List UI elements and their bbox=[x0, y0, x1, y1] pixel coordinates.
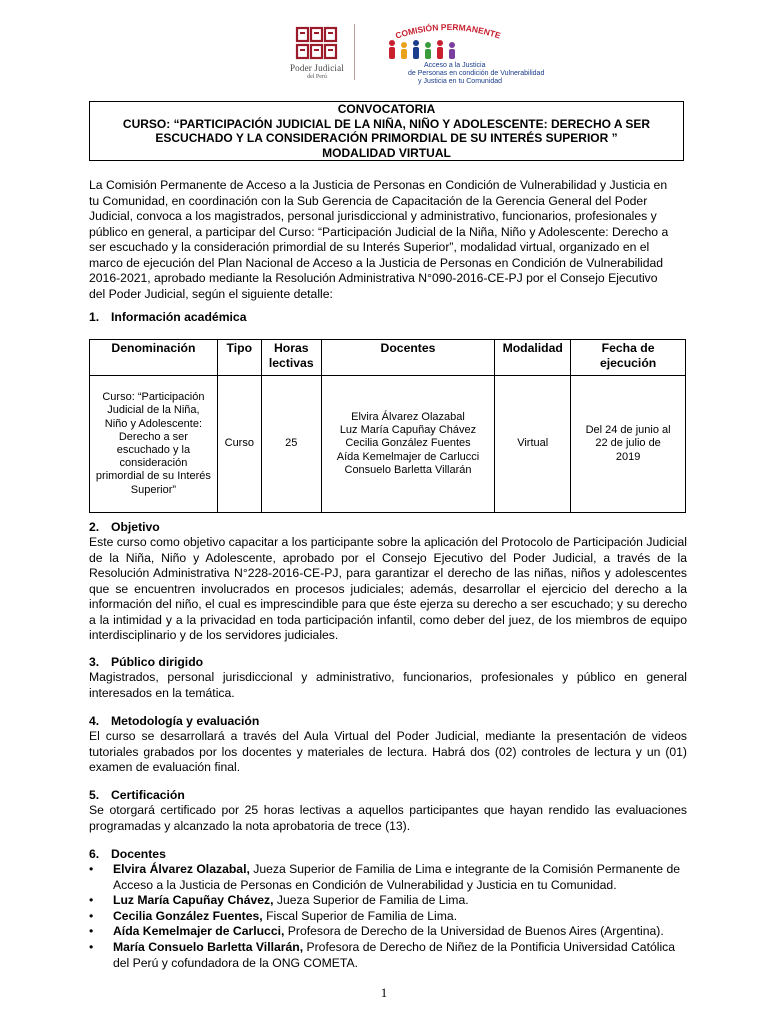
poder-judicial-logo bbox=[284, 26, 350, 80]
header-horas-line-1: Horas bbox=[273, 341, 309, 355]
docente-line: Elvira Álvarez Olazabal bbox=[351, 410, 465, 423]
list-item bbox=[89, 893, 689, 909]
section-4-number: 4. bbox=[89, 714, 100, 728]
title-course-line-1: CURSO: “PARTICIPACIÓN JUDICIAL DE LA NIÑA, NIÑO Y ADOLESCENTE: DERECHO A SER bbox=[122, 116, 651, 131]
docente-line: Luz María Capuñay Chávez bbox=[339, 424, 477, 437]
title-box bbox=[89, 101, 684, 161]
cell-horas: 25 bbox=[261, 376, 321, 513]
docente-name: Elvira Álvarez Olazabal, bbox=[113, 862, 250, 876]
bullet-icon: • bbox=[89, 924, 94, 939]
header-tipo: Tipo bbox=[217, 340, 261, 376]
intro-paragraph bbox=[89, 178, 687, 302]
intro-line: del Poder Judicial, según el siguiente detalle: bbox=[89, 286, 333, 301]
docente-line: Cecilia González Fuentes bbox=[345, 437, 471, 450]
docente-description: Jueza Superior de Familia de Lima e integrante de la Comisión Permanente de Acceso a la Justicia de Personas en Condición de Vulnerabilidad y Justicia en tu Comunidad. bbox=[113, 862, 681, 892]
bullet-icon: • bbox=[89, 908, 94, 923]
docente-name: Cecilia González Fuentes, bbox=[113, 908, 263, 923]
fecha-line: 22 de julio de bbox=[595, 437, 661, 450]
section-5-heading bbox=[89, 788, 185, 802]
comision-line-3: y Justicia en tu Comunidad bbox=[418, 78, 503, 85]
section-3-title: Público dirigido bbox=[111, 655, 204, 669]
poder-judicial-emblem-icon bbox=[295, 26, 339, 60]
list-item bbox=[89, 862, 689, 893]
certificacion-paragraph: Se otorgará certificado por 25 horas lectivas a aquellos participantes que hayan rendido las evaluaciones programadas y alcanzado la nota aprobatoria de trece (13). bbox=[89, 803, 687, 833]
section-2-heading bbox=[89, 520, 160, 534]
objetivo-paragraph: Este curso como objetivo capacitar a los participante sobre la aplicación del Protocolo de Participación Judicial de la Niña, Niño y Adolescente, aprobado por el Consejo Ejecutivo del Poder Judicial, a través de la Resolución Administrativa N°228-2016-CE-PJ, para garantizar el derecho de las niñas, niños y adolescentes que se encuentren involucrados en procesos judiciales; además, desarrollar el ejercicio del derecho a la información del niño, el cual es imprescindible para que éste ejerza su derecho a ser escuchado; y su derecho a la intimidad y a la privacidad en toda participación infantil, como deber del juez, de los miembros de equipo interdisciplinario y de los servidores judiciales. bbox=[89, 535, 687, 642]
list-item bbox=[89, 940, 689, 971]
cell-denominacion bbox=[90, 376, 218, 513]
docentes-list bbox=[89, 862, 689, 971]
header-horas bbox=[261, 340, 321, 376]
title-modality: MODALIDAD VIRTUAL bbox=[322, 145, 451, 160]
denominacion-line: Judicial de la Niña, bbox=[107, 404, 200, 417]
publico-paragraph: Magistrados, personal jurisdiccional y administrativo, funcionarios, profesionales y público en general interesados en la temática. bbox=[89, 670, 687, 700]
table-header-row bbox=[90, 340, 686, 376]
intro-line: Judicial, convoca a los magistrados, personal jurisdiccional y administrativo, funcionarios, profesionales y bbox=[89, 209, 657, 223]
table-row bbox=[90, 376, 686, 513]
section-6-heading bbox=[89, 847, 166, 861]
comision-line-2: de Personas en condición de Vulnerabilidad bbox=[408, 70, 545, 77]
list-item bbox=[89, 924, 689, 940]
section-2-number: 2. bbox=[89, 520, 100, 534]
title-convocatoria: CONVOCATORIA bbox=[337, 102, 436, 116]
denominacion-line: consideración bbox=[119, 457, 188, 470]
docente-description: Fiscal Superior de Familia de Lima. bbox=[262, 908, 458, 923]
docente-name: Luz María Capuñay Chávez, bbox=[113, 893, 274, 908]
poder-judicial-subtitle: del Perú bbox=[307, 74, 327, 80]
docente-description: Profesora de Derecho de Niñez de la Pontificia Universidad Católica del Perú y cofundadora de la ONG COMETA. bbox=[113, 939, 676, 970]
section-4-title: Metodología y evaluación bbox=[111, 714, 260, 728]
header-fecha-line-1: Fecha de bbox=[601, 341, 655, 355]
bullet-icon: • bbox=[89, 939, 94, 954]
metodologia-paragraph: El curso se desarrollará a través del Aula Virtual del Poder Judicial, mediante la presentación de videos tutoriales grabados por los docentes y materiales de lectura. Habrá dos (02) controles de lectura y un (01) examen de evaluación final. bbox=[89, 729, 687, 774]
cell-docentes bbox=[321, 376, 495, 513]
denominacion-line: primordial de su Interés bbox=[95, 470, 211, 483]
people-group-icon bbox=[386, 38, 464, 62]
docente-line: Aída Kemelmajer de Carlucci bbox=[336, 450, 480, 463]
bullet-icon: • bbox=[89, 862, 94, 876]
denominacion-line: Curso: “Participación bbox=[102, 391, 205, 404]
section-5-title: Certificación bbox=[111, 788, 185, 802]
section-1-number: 1. bbox=[89, 310, 100, 324]
docente-description: Jueza Superior de Familia de Lima. bbox=[273, 893, 469, 908]
intro-line: La Comisión Permanente de Acceso a la Justicia de Personas en Condición de Vulnerabilidad y Justicia en bbox=[89, 178, 668, 192]
comision-permanente-logo bbox=[378, 22, 545, 85]
academic-info-table bbox=[89, 339, 686, 513]
intro-line: público en general, a participar del Curso: “Participación Judicial de la Niña, Niño y Adolescente: Derecho a bbox=[89, 224, 669, 239]
denominacion-line: Derecho a ser bbox=[118, 430, 188, 443]
header-horas-line-2: lectivas bbox=[268, 356, 314, 370]
intro-line: ser escuchado y la consideración primordial de su Interés Superior”, modalidad virtual, organizado en el bbox=[89, 240, 650, 254]
logo-divider bbox=[354, 24, 355, 80]
cell-fecha bbox=[571, 376, 686, 513]
docente-name: María Consuelo Barletta Villarán, bbox=[113, 939, 304, 954]
section-1-heading bbox=[89, 310, 246, 324]
page-number: 1 bbox=[380, 985, 388, 1000]
section-6-number: 6. bbox=[89, 847, 100, 861]
fecha-line: Del 24 de junio al bbox=[585, 424, 671, 437]
header-fecha bbox=[571, 340, 686, 376]
intro-line: 2016-2021, aprobado mediante la Resolución Administrativa N°090-2016-CE-PJ por el Consejo Ejecutivo bbox=[89, 271, 658, 285]
docente-name: Aída Kemelmajer de Carlucci, bbox=[113, 924, 285, 939]
intro-line: tu Comunidad, en coordinación con la Sub Gerencia de Capacitación de la Gerencia General del Poder bbox=[89, 193, 648, 208]
docente-line: Consuelo Barletta Villarán bbox=[344, 463, 472, 476]
docente-description: Profesora de Derecho de la Universidad de Buenos Aires (Argentina). bbox=[284, 924, 664, 939]
denominacion-line: Niño y Adolescente: bbox=[104, 417, 203, 430]
header-docentes: Docentes bbox=[321, 340, 495, 376]
fecha-line: 2019 bbox=[615, 450, 641, 463]
list-item bbox=[89, 909, 689, 925]
section-5-number: 5. bbox=[89, 788, 100, 802]
section-2-title: Objetivo bbox=[111, 520, 160, 534]
title-course-line-2: ESCUCHADO Y LA CONSIDERACIÓN PRIMORDIAL DE SU INTERÉS SUPERIOR ” bbox=[155, 131, 618, 146]
section-1-title: Información académica bbox=[111, 310, 247, 324]
header-modalidad: Modalidad bbox=[495, 340, 571, 376]
header-fecha-line-2: ejecución bbox=[599, 356, 657, 370]
intro-line: marco de ejecución del Plan Nacional de Acceso a la Justicia de Personas en Condición de Vulnerabilidad bbox=[89, 255, 664, 270]
section-4-heading bbox=[89, 714, 259, 728]
section-6-title: Docentes bbox=[111, 847, 166, 861]
bullet-icon: • bbox=[89, 893, 94, 908]
cell-modalidad: Virtual bbox=[495, 376, 571, 513]
poder-judicial-name: Poder Judicial bbox=[289, 63, 345, 73]
comision-title-text: COMISIÓN PERMANENTE bbox=[394, 22, 502, 41]
section-3-heading bbox=[89, 655, 203, 669]
section-3-number: 3. bbox=[89, 655, 100, 669]
cell-tipo: Curso bbox=[217, 376, 261, 513]
comision-line-1: Acceso a la Justicia bbox=[424, 62, 486, 69]
denominacion-line: Superior” bbox=[130, 483, 177, 496]
denominacion-line: escuchado y la bbox=[116, 444, 191, 456]
header-denominacion: Denominación bbox=[90, 340, 218, 376]
